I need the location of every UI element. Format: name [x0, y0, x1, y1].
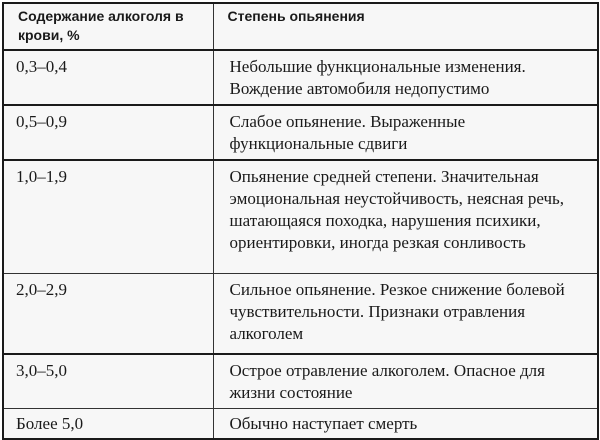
- description-cell: Слабое опьянение. Выраженные функциональные сдвиги: [213, 105, 598, 160]
- header-intoxication-degree: Степень опьянения: [213, 3, 598, 50]
- table-row: [3, 160, 598, 274]
- range-cell: 1,0–1,9: [3, 160, 213, 274]
- table-row: [3, 409, 598, 440]
- range-cell: 2,0–2,9: [3, 274, 213, 355]
- header-blood-alcohol-content: Содержание алкоголя в крови, %: [3, 3, 213, 50]
- table-row: [3, 50, 598, 105]
- table-row: [3, 274, 598, 355]
- description-cell: Сильное опьянение. Резкое снижение болевой чувствительности. Признаки отравления алкоголем: [213, 274, 598, 355]
- range-cell: 0,5–0,9: [3, 105, 213, 160]
- alcohol-level-table: [2, 2, 599, 440]
- description-cell: Опьянение средней степени. Значительная эмоциональная неустойчивость, неясная речь, шатающаяся походка, нарушения психики, ориентировки, иногда резкая сонливость: [213, 160, 598, 274]
- description-cell: Обычно наступает смерть: [213, 409, 598, 440]
- description-cell: Небольшие функциональные изменения. Вождение автомобиля недопустимо: [213, 50, 598, 105]
- range-cell: 3,0–5,0: [3, 354, 213, 409]
- table-row: [3, 354, 598, 409]
- table-header-row: [3, 3, 598, 50]
- table-row: [3, 105, 598, 160]
- range-cell: 0,3–0,4: [3, 50, 213, 105]
- description-cell: Острое отравление алкоголем. Опасное для жизни состояние: [213, 354, 598, 409]
- range-cell: Более 5,0: [3, 409, 213, 440]
